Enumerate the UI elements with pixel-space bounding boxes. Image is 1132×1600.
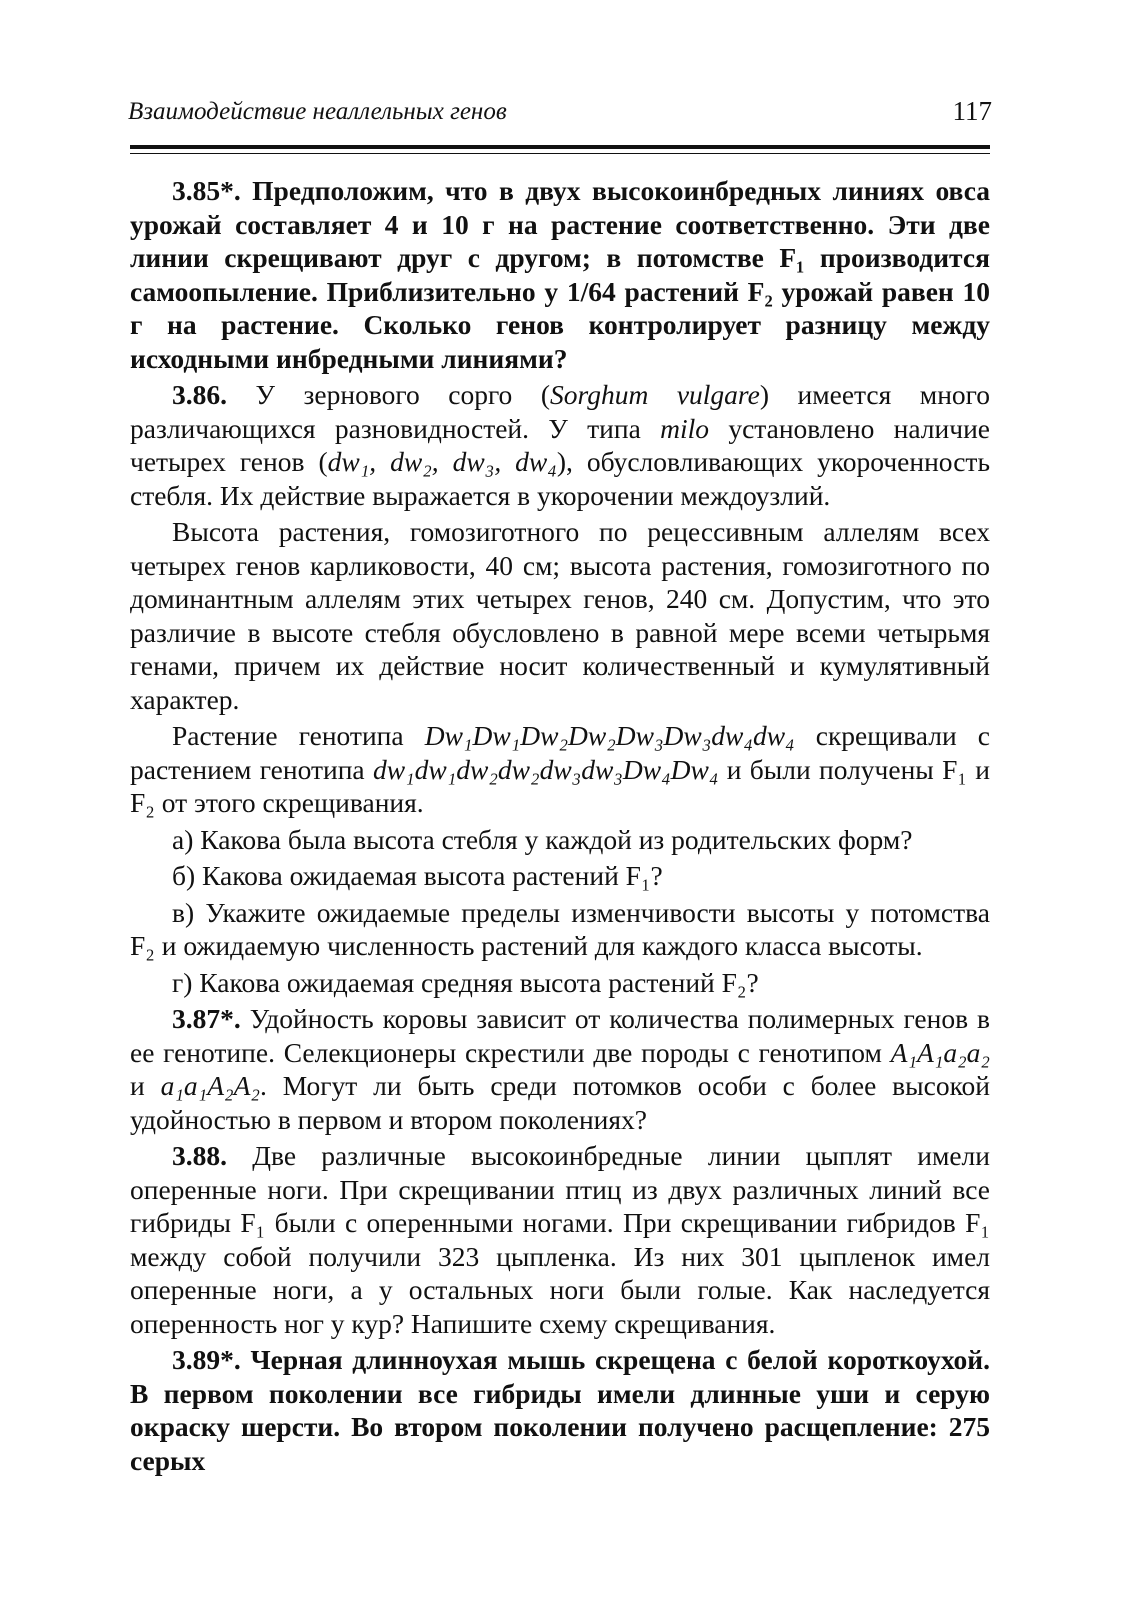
- header-rule-thick: [130, 145, 990, 149]
- question-a: а) Какова была высота стебля у каждой из родительских форм?: [172, 823, 913, 855]
- problem-text: У зернового сорго (: [255, 379, 551, 410]
- problem-text: ) имеется много различающихся разновидностей. У типа: [130, 379, 991, 444]
- problem-3-86-para3: Растение генотипа Dw₁Dw₁Dw₂Dw₂Dw₃Dw₃dw₄dw₄ скрещивали с растением генотипа dw₁dw₁dw₂dw₂dw₃dw₃Dw₄Dw₄ и были получены F₁ и F₂ от этого скрещивания.: [130, 720, 991, 818]
- problem-3-85: [130, 174, 990, 375]
- problem-3-86: [130, 378, 990, 512]
- question-d: г) Какова ожидаемая средняя высота растений F₂?: [172, 966, 759, 998]
- header-rule-thin: [130, 153, 990, 154]
- problem-number: 3.88.: [172, 1140, 227, 1171]
- problem-3-88: [130, 1139, 990, 1340]
- problem-number: 3.87*.: [172, 1003, 241, 1034]
- genotype: a₁a₁A₂A₂: [160, 1070, 260, 1101]
- genotype: dw₁dw₁dw₂dw₂dw₃dw₃Dw₄Dw₄: [372, 753, 719, 785]
- gene-list: dw₁, dw₂, dw₃, dw₄: [327, 446, 557, 477]
- running-head: Взаимодействие неаллельных генов: [128, 98, 507, 125]
- problem-text: ), обусловливающих укороченность стебля. Их действие выражается в укорочении междоузлий.: [130, 446, 990, 511]
- problem-text: Предположим, что в двух высокоинбредных линиях овса урожай составляет 4 и 10 г на растение соответственно. Эти две линии скрещивают друг с другом; в потомстве F₁ производится самоопыление. Приблизительно у 1/64 растений F₂ урожай равен 10 г на растение. Сколько генов контролирует разницу между исходными инбредными линиями?: [130, 175, 990, 374]
- question-c: в) Укажите ожидаемые пределы изменчивости высоты у потомства F₂ и ожидаемую численность растений для каждого класса высоты.: [130, 896, 990, 961]
- problem-number: 3.85*.: [172, 175, 241, 206]
- problem-text: Две различные высокоинбредные линии цыплят имели оперенные ноги. При скрещивании птиц из двух различных линий все гибриды F₁ были с оперенными ногами. При скрещивании гибридов F₁ между собой получили 323 цыпленка. Из них 301 цыпленок имел оперенные ноги, а у остальных ноги были голые. Как наследуется оперенность ног у кур? Напишите схему скрещивания.: [130, 1140, 991, 1339]
- page-number: 117: [952, 96, 992, 126]
- type-name: milo: [660, 412, 709, 444]
- species-name: Sorghum vulgare: [550, 379, 760, 410]
- genotype: Dw₁Dw₁Dw₂Dw₂Dw₃Dw₃dw₄dw₄: [424, 720, 795, 751]
- genotype: A₁A₁a₂a₂: [890, 1036, 990, 1068]
- body-text: [130, 174, 990, 1480]
- problem-text: установлено наличие четырех генов (: [130, 412, 990, 477]
- problem-text: Черная длинноухая мышь скрещена с белой короткоухой. В первом поколении все гибриды имели длинные уши и серую окраску шерсти. Во втором поколении получено расщепление: 275 серых: [130, 1344, 990, 1476]
- question-b: б) Какова ожидаемая высота растений F₁?: [172, 860, 663, 891]
- problem-3-89: [130, 1343, 990, 1477]
- problem-3-87: 3.87*. Удойность коровы зависит от количества полимерных генов в ее генотипе. Селекционеры скрестили две породы с генотипом A₁A₁a₂a₂ и a₁a₁A₂A₂. Могут ли быть среди потомков особи с более высокой удойностью в первом и втором поколениях?: [130, 1003, 990, 1135]
- problem-number: 3.89*.: [172, 1344, 241, 1375]
- problem-3-86-para2: Высота растения, гомозиготного по рецессивным аллелям всех четырех генов карликовости, 40 см; высота растения, гомозиготного по доминантным аллелям этих четырех генов, 240 см. Допустим, что это различие в высоте стебля обусловлено в равной мере всеми четырьмя генами, причем их действие носит количественный и кумулятивный характер.: [130, 516, 990, 715]
- problem-number: 3.86.: [172, 379, 227, 410]
